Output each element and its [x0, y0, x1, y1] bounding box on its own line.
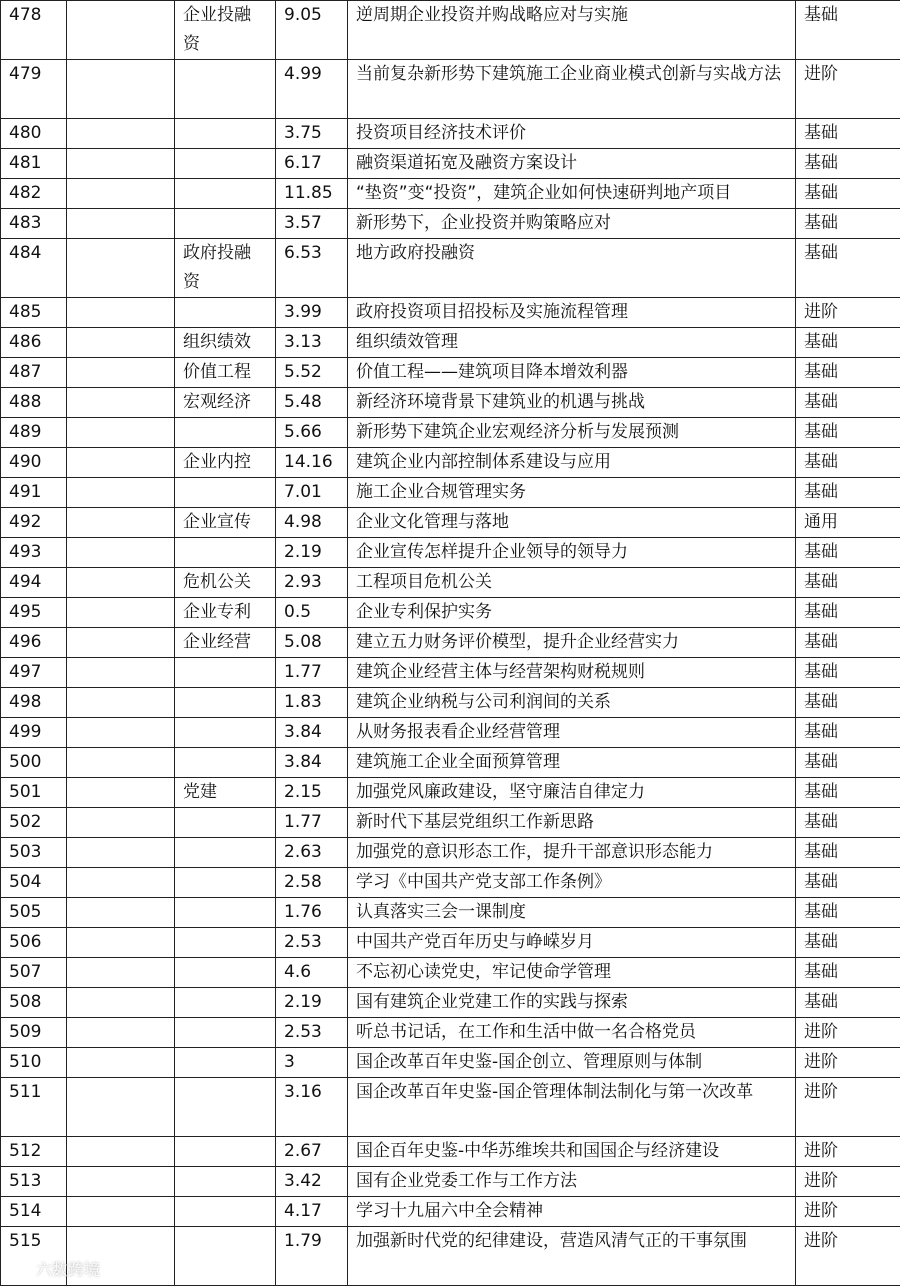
category-cell	[175, 60, 276, 119]
course-title-cell: 施工企业合规管理实务	[348, 478, 796, 508]
table-row	[1, 418, 900, 448]
category-cell	[175, 1048, 276, 1078]
category-cell	[175, 298, 276, 328]
course-number-cell: 497	[1, 658, 67, 688]
empty-cell	[67, 988, 175, 1018]
course-number-cell: 509	[1, 1018, 67, 1048]
course-title-cell: 从财务报表看企业经营管理	[348, 718, 796, 748]
table-body	[1, 1, 900, 1286]
course-title-cell: 加强新时代党的纪律建设，营造风清气正的干事氛围	[348, 1227, 796, 1286]
table-row	[1, 928, 900, 958]
hours-cell: 4.17	[276, 1197, 348, 1227]
course-title-cell: 新形势下，企业投资并购策略应对	[348, 209, 796, 239]
course-title-cell: 融资渠道拓宽及融资方案设计	[348, 149, 796, 179]
course-title-cell: 学习《中国共产党支部工作条例》	[348, 868, 796, 898]
category-cell: 组织绩效	[175, 328, 276, 358]
table-row	[1, 448, 900, 478]
hours-cell: 4.98	[276, 508, 348, 538]
category-cell	[175, 1137, 276, 1167]
category-cell	[175, 838, 276, 868]
level-cell: 基础	[796, 538, 900, 568]
course-title-cell: 新形势下建筑企业宏观经济分析与发展预测	[348, 418, 796, 448]
course-number-cell: 506	[1, 928, 67, 958]
course-title-cell: 投资项目经济技术评价	[348, 119, 796, 149]
table-row	[1, 958, 900, 988]
course-number-cell: 514	[1, 1197, 67, 1227]
course-number-cell: 495	[1, 598, 67, 628]
hours-cell: 2.67	[276, 1137, 348, 1167]
course-number-cell: 485	[1, 298, 67, 328]
empty-cell	[67, 1048, 175, 1078]
category-cell	[175, 149, 276, 179]
empty-cell	[67, 778, 175, 808]
category-cell	[175, 1018, 276, 1048]
category-cell	[175, 988, 276, 1018]
table-row	[1, 239, 900, 298]
course-title-cell: 新经济环境背景下建筑业的机遇与挑战	[348, 388, 796, 418]
course-title-cell: 组织绩效管理	[348, 328, 796, 358]
table-row	[1, 1167, 900, 1197]
table-row	[1, 179, 900, 209]
table-row	[1, 838, 900, 868]
level-cell: 基础	[796, 448, 900, 478]
watermark-logo-icon	[8, 1259, 32, 1279]
hours-cell: 6.53	[276, 239, 348, 298]
category-cell: 企业内控	[175, 448, 276, 478]
course-title-cell: 建筑企业经营主体与经营架构财税规则	[348, 658, 796, 688]
level-cell: 基础	[796, 988, 900, 1018]
category-cell	[175, 478, 276, 508]
level-cell: 基础	[796, 778, 900, 808]
hours-cell: 5.52	[276, 358, 348, 388]
category-cell	[175, 898, 276, 928]
level-cell: 基础	[796, 209, 900, 239]
category-cell	[175, 808, 276, 838]
level-cell: 基础	[796, 598, 900, 628]
empty-cell	[67, 209, 175, 239]
hours-cell: 2.93	[276, 568, 348, 598]
course-title-cell: 国有企业党委工作与工作方法	[348, 1167, 796, 1197]
course-number-cell: 501	[1, 778, 67, 808]
category-cell: 党建	[175, 778, 276, 808]
empty-cell	[67, 478, 175, 508]
course-number-cell: 484	[1, 239, 67, 298]
course-title-cell: 政府投资项目招投标及实施流程管理	[348, 298, 796, 328]
watermark	[8, 1257, 100, 1280]
table-row	[1, 1018, 900, 1048]
hours-cell: 2.19	[276, 538, 348, 568]
hours-cell: 3.84	[276, 748, 348, 778]
hours-cell: 2.63	[276, 838, 348, 868]
course-title-cell: 工程项目危机公关	[348, 568, 796, 598]
course-title-cell: 听总书记话，在工作和生活中做一名合格党员	[348, 1018, 796, 1048]
empty-cell	[67, 179, 175, 209]
hours-cell: 11.85	[276, 179, 348, 209]
table-row	[1, 868, 900, 898]
level-cell: 基础	[796, 808, 900, 838]
level-cell: 基础	[796, 418, 900, 448]
course-title-cell: 企业宣传怎样提升企业领导的领导力	[348, 538, 796, 568]
hours-cell: 6.17	[276, 149, 348, 179]
table-row	[1, 1227, 900, 1286]
level-cell: 基础	[796, 568, 900, 598]
hours-cell: 3.75	[276, 119, 348, 149]
category-cell	[175, 1197, 276, 1227]
table-row	[1, 60, 900, 119]
hours-cell: 1.77	[276, 658, 348, 688]
table-row	[1, 1, 900, 60]
hours-cell: 1.77	[276, 808, 348, 838]
table-row	[1, 1197, 900, 1227]
course-number-cell: 482	[1, 179, 67, 209]
table-row	[1, 1078, 900, 1137]
hours-cell: 5.66	[276, 418, 348, 448]
hours-cell: 1.83	[276, 688, 348, 718]
hours-cell: 2.15	[276, 778, 348, 808]
empty-cell	[67, 1018, 175, 1048]
empty-cell	[67, 538, 175, 568]
empty-cell	[67, 149, 175, 179]
table-row	[1, 538, 900, 568]
empty-cell	[67, 718, 175, 748]
course-number-cell: 512	[1, 1137, 67, 1167]
category-cell: 政府投融资	[175, 239, 276, 298]
level-cell: 基础	[796, 928, 900, 958]
course-title-cell: 地方政府投融资	[348, 239, 796, 298]
empty-cell	[67, 688, 175, 718]
level-cell: 基础	[796, 748, 900, 778]
level-cell: 基础	[796, 239, 900, 298]
hours-cell: 1.76	[276, 898, 348, 928]
level-cell: 进阶	[796, 60, 900, 119]
table-row	[1, 328, 900, 358]
category-cell: 企业宣传	[175, 508, 276, 538]
level-cell: 基础	[796, 388, 900, 418]
course-number-cell: 499	[1, 718, 67, 748]
level-cell: 基础	[796, 958, 900, 988]
hours-cell: 3.42	[276, 1167, 348, 1197]
category-cell	[175, 688, 276, 718]
empty-cell	[67, 1, 175, 60]
course-number-cell: 496	[1, 628, 67, 658]
course-number-cell: 488	[1, 388, 67, 418]
course-title-cell: 加强党风廉政建设，坚守廉洁自律定力	[348, 778, 796, 808]
level-cell: 进阶	[796, 1078, 900, 1137]
hours-cell: 4.99	[276, 60, 348, 119]
level-cell: 基础	[796, 718, 900, 748]
table-row	[1, 808, 900, 838]
course-number-cell: 490	[1, 448, 67, 478]
category-cell	[175, 1227, 276, 1286]
level-cell: 基础	[796, 179, 900, 209]
course-number-cell: 498	[1, 688, 67, 718]
hours-cell: 3.16	[276, 1078, 348, 1137]
level-cell: 基础	[796, 898, 900, 928]
course-title-cell: “垫资”变“投资”，建筑企业如何快速研判地产项目	[348, 179, 796, 209]
empty-cell	[67, 628, 175, 658]
course-title-cell: 当前复杂新形势下建筑施工企业商业模式创新与实战方法	[348, 60, 796, 119]
course-number-cell: 487	[1, 358, 67, 388]
category-cell	[175, 179, 276, 209]
level-cell: 进阶	[796, 1227, 900, 1286]
empty-cell	[67, 1197, 175, 1227]
course-number-cell: 513	[1, 1167, 67, 1197]
course-title-cell: 国有建筑企业党建工作的实践与探索	[348, 988, 796, 1018]
hours-cell: 3	[276, 1048, 348, 1078]
empty-cell	[67, 928, 175, 958]
category-cell: 企业经营	[175, 628, 276, 658]
hours-cell: 0.5	[276, 598, 348, 628]
course-title-cell: 国企改革百年史鉴-国企创立、管理原则与体制	[348, 1048, 796, 1078]
table-row	[1, 358, 900, 388]
course-title-cell: 不忘初心读党史，牢记使命学管理	[348, 958, 796, 988]
empty-cell	[67, 1137, 175, 1167]
level-cell: 基础	[796, 838, 900, 868]
course-number-cell: 505	[1, 898, 67, 928]
empty-cell	[67, 239, 175, 298]
category-cell	[175, 928, 276, 958]
table-row	[1, 1048, 900, 1078]
course-title-cell: 建筑企业内部控制体系建设与应用	[348, 448, 796, 478]
level-cell: 基础	[796, 119, 900, 149]
hours-cell: 3.99	[276, 298, 348, 328]
course-number-cell: 504	[1, 868, 67, 898]
level-cell: 基础	[796, 149, 900, 179]
course-number-cell: 511	[1, 1078, 67, 1137]
empty-cell	[67, 388, 175, 418]
level-cell: 基础	[796, 658, 900, 688]
category-cell	[175, 1078, 276, 1137]
course-title-cell: 建筑企业纳税与公司利润间的关系	[348, 688, 796, 718]
level-cell: 进阶	[796, 1167, 900, 1197]
level-cell: 基础	[796, 478, 900, 508]
table-row	[1, 388, 900, 418]
course-title-cell: 企业文化管理与落地	[348, 508, 796, 538]
category-cell	[175, 958, 276, 988]
level-cell: 进阶	[796, 1137, 900, 1167]
level-cell: 进阶	[796, 298, 900, 328]
hours-cell: 2.19	[276, 988, 348, 1018]
level-cell: 基础	[796, 328, 900, 358]
level-cell: 进阶	[796, 1018, 900, 1048]
hours-cell: 2.53	[276, 928, 348, 958]
hours-cell: 5.08	[276, 628, 348, 658]
empty-cell	[67, 748, 175, 778]
course-title-cell: 价值工程——建筑项目降本增效利器	[348, 358, 796, 388]
empty-cell	[67, 658, 175, 688]
table-row	[1, 1137, 900, 1167]
table-row	[1, 628, 900, 658]
empty-cell	[67, 418, 175, 448]
empty-cell	[67, 508, 175, 538]
course-number-cell: 489	[1, 418, 67, 448]
course-number-cell: 492	[1, 508, 67, 538]
course-title-cell: 建立五力财务评价模型，提升企业经营实力	[348, 628, 796, 658]
empty-cell	[67, 1078, 175, 1137]
course-title-cell: 国企改革百年史鉴-国企管理体制法制化与第一次改革	[348, 1078, 796, 1137]
course-number-cell: 491	[1, 478, 67, 508]
empty-cell	[67, 598, 175, 628]
table-row	[1, 988, 900, 1018]
empty-cell	[67, 808, 175, 838]
table-row	[1, 598, 900, 628]
table-row	[1, 478, 900, 508]
empty-cell	[67, 898, 175, 928]
watermark-text: 六数跨境	[36, 1260, 101, 1279]
hours-cell: 2.53	[276, 1018, 348, 1048]
course-title-cell: 学习十九届六中全会精神	[348, 1197, 796, 1227]
course-number-cell: 479	[1, 60, 67, 119]
table-row	[1, 658, 900, 688]
course-number-cell: 503	[1, 838, 67, 868]
category-cell	[175, 1167, 276, 1197]
level-cell: 进阶	[796, 1197, 900, 1227]
table-row	[1, 748, 900, 778]
course-title-cell: 建筑施工企业全面预算管理	[348, 748, 796, 778]
course-title-cell: 认真落实三会一课制度	[348, 898, 796, 928]
empty-cell	[67, 448, 175, 478]
empty-cell	[67, 1167, 175, 1197]
hours-cell: 3.84	[276, 718, 348, 748]
course-title-cell: 国企百年史鉴-中华苏维埃共和国国企与经济建设	[348, 1137, 796, 1167]
table-row	[1, 718, 900, 748]
category-cell	[175, 209, 276, 239]
empty-cell	[67, 568, 175, 598]
course-number-cell: 507	[1, 958, 67, 988]
course-number-cell: 494	[1, 568, 67, 598]
table-row	[1, 298, 900, 328]
empty-cell	[67, 868, 175, 898]
course-number-cell: 480	[1, 119, 67, 149]
category-cell: 宏观经济	[175, 388, 276, 418]
table-row	[1, 688, 900, 718]
table-row	[1, 209, 900, 239]
level-cell: 基础	[796, 1, 900, 60]
level-cell: 进阶	[796, 1048, 900, 1078]
category-cell	[175, 748, 276, 778]
category-cell: 企业投融资	[175, 1, 276, 60]
hours-cell: 9.05	[276, 1, 348, 60]
empty-cell	[67, 298, 175, 328]
empty-cell	[67, 358, 175, 388]
category-cell	[175, 868, 276, 898]
level-cell: 基础	[796, 868, 900, 898]
course-number-cell: 486	[1, 328, 67, 358]
table-row	[1, 898, 900, 928]
course-title-cell: 企业专利保护实务	[348, 598, 796, 628]
level-cell: 基础	[796, 688, 900, 718]
course-number-cell: 493	[1, 538, 67, 568]
table-row	[1, 119, 900, 149]
course-number-cell: 481	[1, 149, 67, 179]
category-cell: 价值工程	[175, 358, 276, 388]
table-row	[1, 568, 900, 598]
course-title-cell: 逆周期企业投资并购战略应对与实施	[348, 1, 796, 60]
course-title-cell: 中国共产党百年历史与峥嵘岁月	[348, 928, 796, 958]
empty-cell	[67, 119, 175, 149]
empty-cell	[67, 958, 175, 988]
hours-cell: 3.57	[276, 209, 348, 239]
hours-cell: 2.58	[276, 868, 348, 898]
category-cell	[175, 538, 276, 568]
table-row	[1, 778, 900, 808]
course-number-cell: 478	[1, 1, 67, 60]
hours-cell: 14.16	[276, 448, 348, 478]
course-number-cell: 500	[1, 748, 67, 778]
course-number-cell: 510	[1, 1048, 67, 1078]
course-title-cell: 新时代下基层党组织工作新思路	[348, 808, 796, 838]
category-cell	[175, 658, 276, 688]
course-number-cell: 515	[1, 1227, 67, 1286]
course-number-cell: 502	[1, 808, 67, 838]
level-cell: 基础	[796, 628, 900, 658]
hours-cell: 3.13	[276, 328, 348, 358]
course-title-cell: 加强党的意识形态工作，提升干部意识形态能力	[348, 838, 796, 868]
hours-cell: 1.79	[276, 1227, 348, 1286]
category-cell: 企业专利	[175, 598, 276, 628]
empty-cell	[67, 838, 175, 868]
course-number-cell: 483	[1, 209, 67, 239]
empty-cell	[67, 328, 175, 358]
category-cell: 危机公关	[175, 568, 276, 598]
category-cell	[175, 418, 276, 448]
hours-cell: 5.48	[276, 388, 348, 418]
empty-cell	[67, 60, 175, 119]
hours-cell: 4.6	[276, 958, 348, 988]
course-number-cell: 508	[1, 988, 67, 1018]
table-row	[1, 149, 900, 179]
category-cell	[175, 119, 276, 149]
category-cell	[175, 718, 276, 748]
level-cell: 基础	[796, 358, 900, 388]
table-row	[1, 508, 900, 538]
hours-cell: 7.01	[276, 478, 348, 508]
level-cell: 通用	[796, 508, 900, 538]
